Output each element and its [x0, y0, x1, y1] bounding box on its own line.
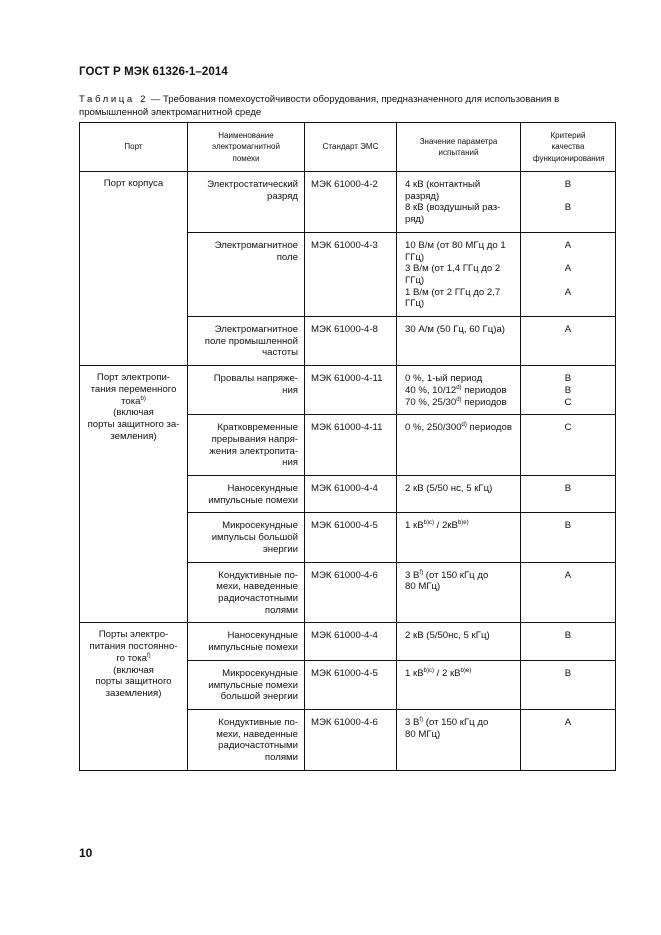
interference-cell — [188, 476, 305, 513]
port-cell — [80, 366, 188, 623]
value-footnote: b)c) — [423, 520, 434, 527]
value-part: 3 В — [405, 716, 420, 728]
criterion-value: A — [564, 324, 572, 336]
value-footnote: b)e) — [457, 520, 469, 527]
interference-line: радиочастотными — [218, 740, 298, 752]
standard-text: МЭК 61000-4-3 — [311, 239, 378, 251]
standard-cell — [305, 232, 397, 316]
criterion-cell — [521, 415, 616, 476]
interference-cell — [188, 366, 305, 415]
port-cell — [80, 172, 188, 366]
value-part: 40 %, 10/12 — [405, 384, 457, 396]
value-cell — [397, 172, 521, 233]
value-footnote: d) — [461, 422, 467, 429]
interference-line: поле — [276, 251, 298, 263]
value-part: периодов — [466, 422, 512, 434]
criterion-value: B — [564, 667, 572, 679]
standard-cell — [305, 476, 397, 513]
interference-line: разряд — [267, 190, 298, 202]
header-value: Значение параметра испытаний — [397, 123, 521, 172]
criterion-cell — [521, 232, 616, 316]
standard-text: МЭК 61000-4-4 — [311, 483, 378, 495]
criterion-value: B — [564, 179, 572, 190]
value-part: ГГц) — [405, 274, 425, 286]
criterion-value: B — [564, 202, 572, 214]
standard-text: МЭК 61000-4-6 — [311, 569, 378, 581]
value-cell — [397, 623, 521, 660]
value-line — [405, 630, 517, 642]
header-interference: Наименование электромагнитной помехи — [188, 123, 305, 172]
value-part: ряд) — [405, 214, 425, 226]
port-line: питания постоянно- — [89, 641, 178, 653]
interference-cell — [188, 172, 305, 233]
table-body — [80, 172, 616, 771]
port-line: Порты электро- — [98, 629, 169, 641]
value-line — [405, 324, 517, 336]
port-line: Порт корпуса — [103, 178, 164, 189]
port-line: тания переменного — [90, 383, 177, 395]
value-part: периодов — [461, 384, 507, 396]
criterion-value: B — [564, 384, 572, 396]
criterion-value: B — [564, 630, 572, 642]
value-part: 2 кВ (5/50нс, 5 кГц) — [405, 630, 490, 642]
value-part: 80 МГц) — [405, 728, 441, 740]
interference-line: Кондуктивные по- — [218, 716, 298, 728]
table-row — [80, 172, 616, 233]
value-part: 10 В/м (от 80 МГц до 1 — [405, 239, 506, 251]
interference-cell — [188, 709, 305, 770]
standard-cell — [305, 172, 397, 233]
interference-line: импульсные помехи — [208, 679, 298, 691]
criterion-value: A — [564, 716, 572, 728]
criterion-cell — [521, 660, 616, 709]
standard-text: МЭК 61000-4-5 — [311, 667, 378, 679]
standard-text: МЭК 61000-4-4 — [311, 630, 378, 642]
value-part: 8 кВ (воздушный раз- — [405, 202, 501, 214]
value-line — [405, 275, 517, 287]
value-part: 1 кВ — [405, 520, 424, 532]
port-cell — [80, 623, 188, 770]
value-footnote: f) — [419, 716, 424, 723]
value-line — [405, 729, 517, 741]
value-line — [405, 717, 517, 729]
value-line — [405, 240, 517, 252]
standard-cell — [305, 366, 397, 415]
value-part: (от 150 кГц до — [423, 716, 489, 728]
port-line: порты защитного за- — [87, 418, 180, 430]
value-line — [405, 483, 517, 495]
criterion-value: B — [564, 483, 572, 495]
value-line — [405, 422, 517, 434]
value-line — [405, 263, 517, 275]
value-part: 3 В/м (от 1,4 ГГц до 2 — [405, 263, 501, 275]
criterion-value: A — [564, 286, 572, 298]
value-cell — [397, 513, 521, 562]
criterion-cell — [521, 366, 616, 415]
interference-line: прерывания напря- — [211, 433, 298, 445]
interference-cell — [188, 232, 305, 316]
value-line — [405, 397, 517, 409]
value-line — [405, 668, 517, 680]
value-line — [405, 179, 517, 191]
standard-cell — [305, 709, 397, 770]
value-line — [405, 202, 517, 214]
value-footnote: b)c) — [423, 667, 434, 674]
interference-line: Наносекундные — [227, 483, 298, 495]
criterion-value: A — [564, 239, 572, 251]
interference-line: жения электропита- — [209, 445, 298, 457]
criterion-cell — [521, 317, 616, 366]
interference-line: импульсные помехи — [208, 642, 298, 654]
value-line — [405, 214, 517, 226]
value-line — [405, 373, 517, 385]
interference-line: радиочастотными — [218, 592, 298, 604]
port-line: заземления) — [105, 687, 162, 699]
port-line: (включая — [113, 664, 154, 676]
port-line: порты защитного — [95, 676, 172, 688]
page-number: 10 — [79, 846, 93, 860]
value-cell — [397, 660, 521, 709]
value-part: / 2кВ — [433, 520, 458, 532]
value-part: 70 %, 25/30 — [405, 396, 457, 408]
interference-line: полями — [264, 752, 298, 764]
interference-line: Наносекундные — [227, 630, 298, 642]
value-part: 4 кВ (контактный — [405, 179, 481, 190]
interference-line: Электромагнитное — [214, 239, 298, 251]
value-part: ГГц) — [405, 251, 425, 263]
port-line: го тока — [116, 652, 147, 664]
criterion-cell — [521, 562, 616, 623]
header-standard: Стандарт ЭМС — [305, 123, 397, 172]
value-cell — [397, 366, 521, 415]
value-part: / 2 кВ — [433, 667, 461, 679]
criterion-cell — [521, 476, 616, 513]
value-part: (от 150 кГц до — [423, 569, 489, 581]
port-line: (включая — [113, 407, 154, 419]
interference-cell — [188, 415, 305, 476]
port-line: земления) — [110, 430, 157, 442]
criterion-value: C — [564, 422, 572, 434]
criterion-cell — [521, 513, 616, 562]
value-part: 0 %, 1-ый период — [405, 373, 483, 385]
criterion-cell — [521, 709, 616, 770]
standard-cell — [305, 623, 397, 660]
header-criterion: Критерий качества функционирования — [521, 123, 616, 172]
value-cell — [397, 317, 521, 366]
value-footnote: f) — [419, 569, 424, 576]
interference-line: ния — [282, 384, 298, 396]
interference-line: Кондуктивные по- — [218, 569, 298, 581]
interference-line: Электромагнитное — [214, 324, 298, 336]
standard-text: МЭК 61000-4-6 — [311, 716, 378, 728]
value-line — [405, 252, 517, 264]
value-cell — [397, 232, 521, 316]
value-line — [405, 520, 517, 532]
value-part: 80 МГц) — [405, 581, 441, 593]
value-part: а) — [496, 324, 505, 336]
interference-line: Кратковременные — [217, 422, 298, 434]
standard-cell — [305, 562, 397, 623]
standard-text: МЭК 61000-4-11 — [311, 373, 383, 385]
table-caption-label: Таблица 2 — [79, 94, 149, 105]
table-caption — [79, 93, 619, 119]
interference-cell — [188, 513, 305, 562]
value-part: 1 В/м (от 2 ГГц до 2,7 — [405, 286, 501, 298]
interference-line: большой энергии — [220, 691, 298, 703]
table-row — [80, 623, 616, 660]
standard-text: МЭК 61000-4-11 — [311, 422, 383, 434]
port-line: тока — [121, 395, 141, 407]
standard-cell — [305, 513, 397, 562]
value-line — [405, 191, 517, 203]
value-cell — [397, 709, 521, 770]
value-line — [405, 298, 517, 310]
criterion-cell — [521, 623, 616, 660]
interference-line: полями — [264, 604, 298, 616]
interference-line: Микросекундные — [222, 520, 298, 532]
table-header-row — [80, 123, 616, 172]
immunity-requirements-table — [79, 122, 616, 771]
table-caption-text: — Требования помехоустойчивости оборудования, предназначенного для использования в промышленной электромагнитной среде — [79, 94, 560, 118]
value-footnote: b)e) — [460, 667, 472, 674]
port-footnote: f) — [146, 652, 151, 659]
value-line — [405, 287, 517, 299]
value-footnote: d) — [456, 396, 462, 403]
standard-cell — [305, 660, 397, 709]
standard-cell — [305, 317, 397, 366]
port-footnote: b) — [140, 395, 146, 402]
criterion-value: A — [564, 263, 572, 275]
value-part: 3 В — [405, 569, 420, 581]
interference-cell — [188, 562, 305, 623]
value-part: 30 А/м (50 Гц, 60 Гц) — [405, 324, 497, 336]
value-part: ГГц) — [405, 298, 425, 310]
criterion-value — [524, 191, 612, 203]
value-part: разряд) — [405, 190, 440, 202]
interference-cell — [188, 317, 305, 366]
value-part: 0 %, 250/300 — [405, 422, 462, 434]
criterion-value: B — [564, 373, 572, 385]
standard-text: МЭК 61000-4-8 — [311, 324, 378, 336]
interference-line: Провалы напряже- — [213, 373, 298, 385]
value-footnote: d) — [456, 384, 462, 391]
interference-cell — [188, 660, 305, 709]
standard-text: МЭК 61000-4-5 — [311, 520, 378, 532]
criterion-value: A — [564, 569, 572, 581]
value-line — [405, 570, 517, 582]
value-cell — [397, 476, 521, 513]
interference-line: ния — [282, 457, 298, 469]
interference-line: мехи, наведенные — [216, 581, 298, 593]
port-line: Порт электропи- — [96, 372, 171, 384]
criterion-value: B — [564, 520, 572, 532]
value-cell — [397, 562, 521, 623]
value-cell — [397, 415, 521, 476]
value-part: 1 кВ — [405, 667, 424, 679]
value-part: 2 кВ (5/50 нс, 5 кГц) — [405, 483, 493, 495]
header-port: Порт — [80, 123, 188, 172]
interference-cell — [188, 623, 305, 660]
interference-line: энергии — [262, 543, 298, 555]
standard-text: МЭК 61000-4-2 — [311, 179, 378, 190]
interference-line: частоты — [262, 347, 298, 359]
table-row — [80, 366, 616, 415]
value-line — [405, 581, 517, 593]
interference-line: Электростатический — [207, 179, 298, 190]
interference-line: Микросекундные — [222, 667, 298, 679]
interference-line: мехи, наведенные — [216, 728, 298, 740]
interference-line: поле промышленной — [204, 335, 298, 347]
criterion-value: C — [564, 396, 572, 408]
standard-cell — [305, 415, 397, 476]
interference-line: импульсные помехи — [208, 494, 298, 506]
document-code: ГОСТ Р МЭК 61326-1–2014 — [79, 66, 228, 78]
interference-line: импульсы большой — [211, 532, 298, 544]
criterion-cell — [521, 172, 616, 233]
value-part: периодов — [461, 396, 507, 408]
value-line — [405, 385, 517, 397]
